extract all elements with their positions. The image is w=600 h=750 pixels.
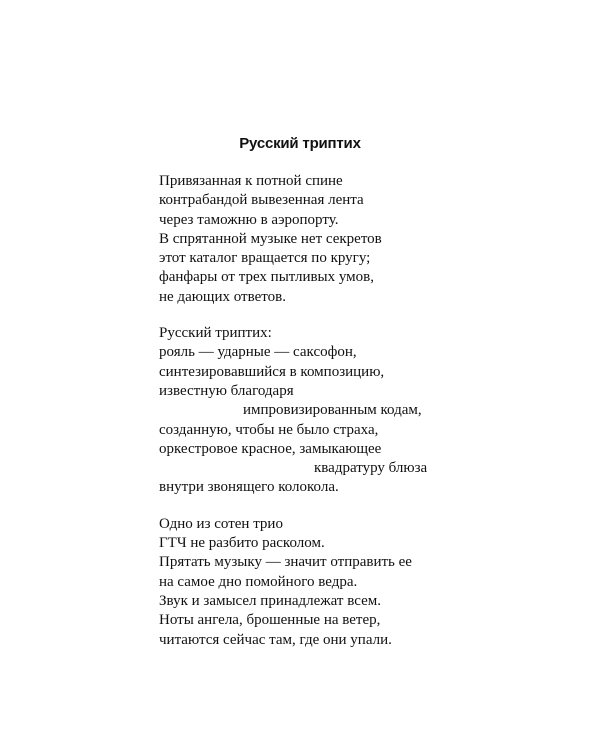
- poem-line: фанфары от трех пытливых умов,: [159, 269, 375, 286]
- poem-body: [159, 172, 579, 667]
- poem-line: не дающих ответов.: [159, 288, 286, 305]
- poem-line-indented: импровизированным кодам,: [243, 402, 422, 419]
- poem-line: на самое дно помойного ведра.: [159, 573, 358, 590]
- stanza-2: [159, 324, 579, 498]
- poem-line: рояль — ударные — саксофон,: [159, 344, 357, 361]
- poem-line: читаются сейчас там, где они упали.: [159, 631, 392, 648]
- poem-line: Ноты ангела, брошенные на ветер,: [159, 612, 381, 629]
- poem-line: контрабандой вывезенная лента: [159, 192, 364, 209]
- stanza-3: [159, 515, 579, 650]
- poem-line: Русский триптих:: [159, 325, 272, 342]
- stanza-1: [159, 172, 579, 307]
- poem-line: В спрятанной музыке нет секретов: [159, 230, 382, 247]
- poem-line: через таможню в аэропорту.: [159, 211, 339, 228]
- poem-line: Привязанная к потной спине: [159, 173, 343, 189]
- poem-line: ГТЧ не разбито расколом.: [159, 535, 325, 552]
- poem-line: оркестровое красное, замыкающее: [159, 440, 382, 457]
- poem-title: Русский триптих: [239, 135, 361, 152]
- poem-line-indented: квадратуру блюза: [314, 460, 428, 477]
- poem-line: созданную, чтобы не было страха,: [159, 421, 379, 438]
- poem-line: Одно из сотен трио: [159, 515, 283, 532]
- poem-line: известную благодаря: [159, 382, 294, 399]
- poem-line: синтезировавшийся в композицию,: [159, 363, 385, 380]
- poem-line: Прятать музыку — значит отправить ее: [159, 554, 412, 571]
- poem-line: внутри звонящего колокола.: [159, 479, 339, 496]
- poem-line: этот каталог вращается по кругу;: [159, 250, 371, 267]
- poem-line: Звук и замысел принадлежат всем.: [159, 592, 381, 609]
